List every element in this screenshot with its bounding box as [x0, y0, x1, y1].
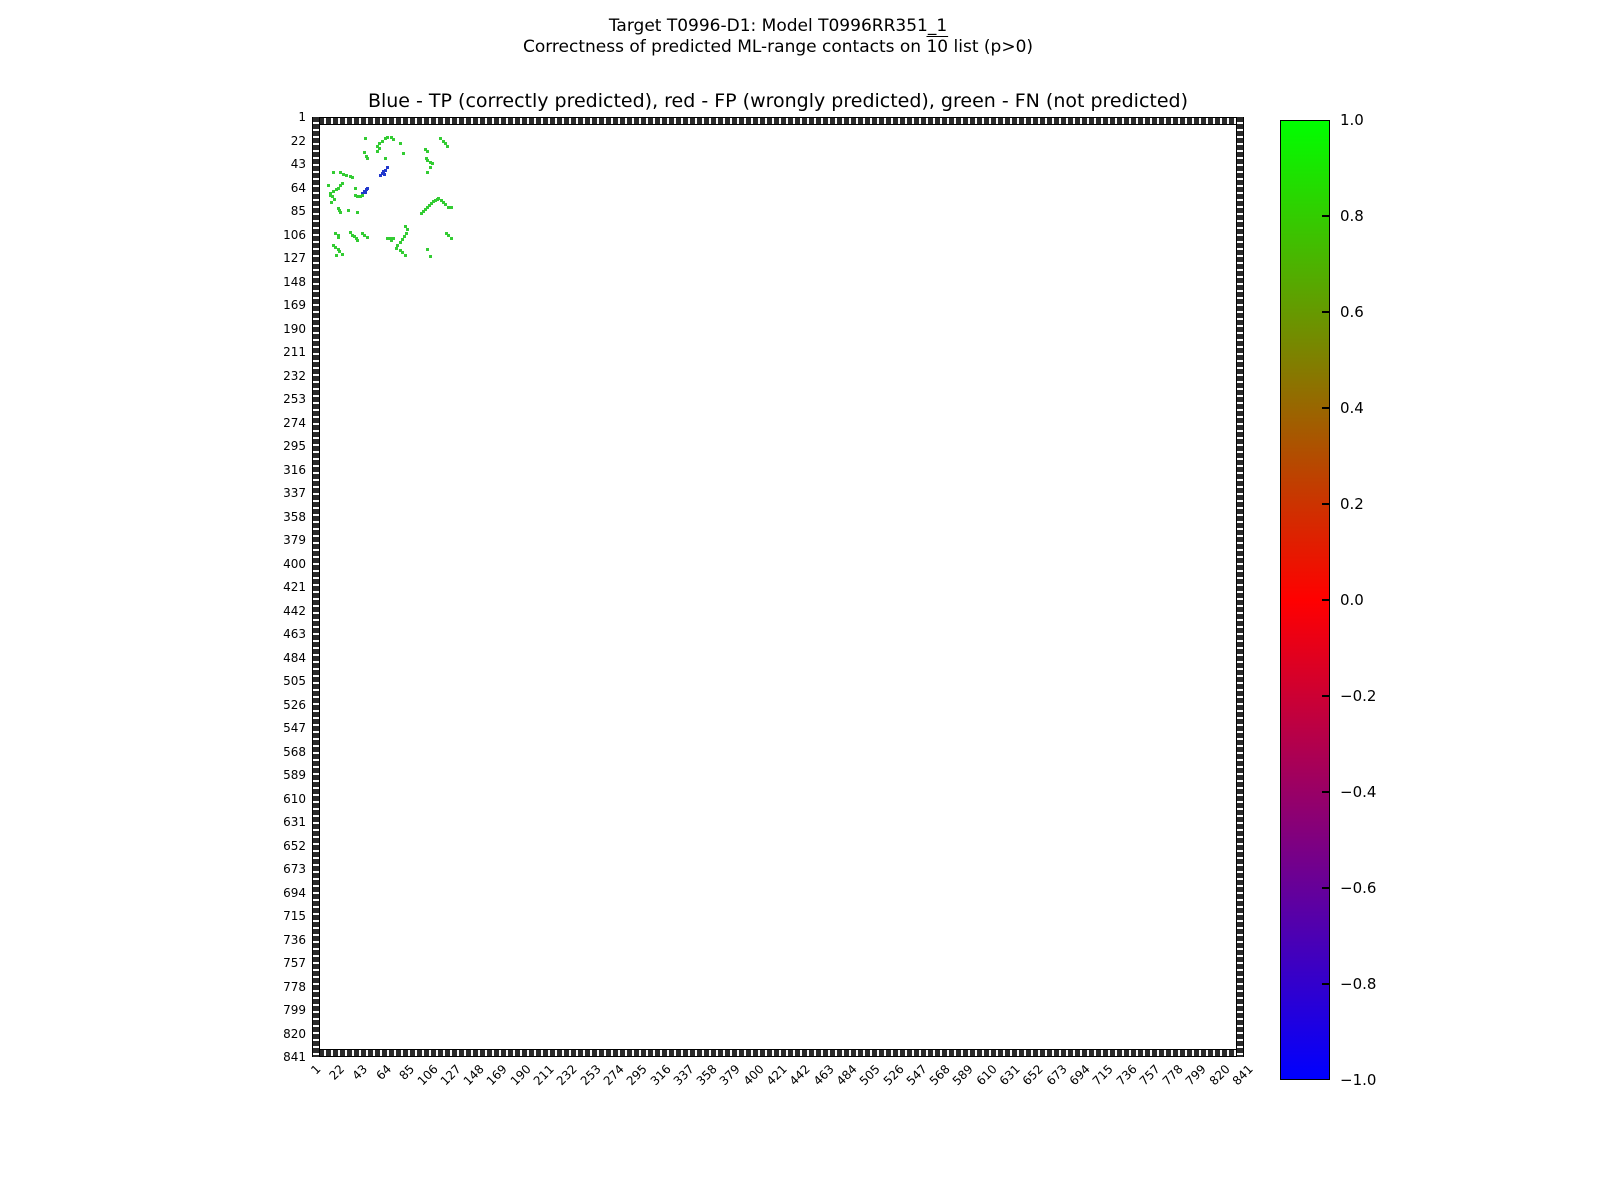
- y-axis-tick-label: 379: [283, 533, 306, 547]
- y-axis-tick-label: 463: [283, 627, 306, 641]
- fn-contact-point: [399, 142, 402, 145]
- colorbar-tick-mark: [1322, 311, 1329, 313]
- x-axis-tick-label-text: 43: [349, 1062, 371, 1083]
- x-axis-tick-label-text: 526: [880, 1062, 907, 1089]
- fn-contact-point: [364, 137, 367, 140]
- figure-title-line2: [0, 37, 1556, 58]
- figure-title-line1: Target T0996-D1: Model T0996RR351_1: [608, 16, 948, 36]
- y-axis-tick-label: 505: [283, 674, 306, 688]
- colorbar-tick-label: 0.6: [1340, 303, 1364, 321]
- fn-contact-point: [333, 198, 336, 201]
- x-axis-tick-label-text: 442: [787, 1062, 814, 1089]
- x-axis-tick-label-text: 841: [1229, 1062, 1256, 1089]
- y-axis-tick-label: 316: [283, 462, 306, 477]
- figure-title: [0, 16, 1556, 58]
- x-axis-tick-label-text: 190: [507, 1062, 534, 1089]
- y-axis-tick-label: 85: [290, 204, 306, 218]
- x-axis-tick-label-text: 589: [950, 1062, 977, 1089]
- colorbar-tick-mark: [1322, 791, 1329, 793]
- y-axis-tick-label: 64: [290, 180, 306, 195]
- tp-contact-point: [383, 173, 386, 176]
- contact-map-plot: [312, 117, 1244, 1057]
- y-axis-tick-label: 190: [283, 321, 306, 336]
- x-axis-tick-label-text: 232: [554, 1062, 581, 1089]
- x-axis-tick-label-text: 169: [484, 1062, 511, 1089]
- y-axis-tick-label: 820: [283, 1026, 306, 1041]
- colorbar-tick-mark: [1322, 407, 1329, 409]
- fn-contact-point: [426, 171, 429, 174]
- figure-title-line2-overlined-number: 10: [926, 37, 949, 57]
- x-axis-tick-label-text: 568: [926, 1062, 953, 1089]
- y-axis-tick-label: 526: [283, 697, 306, 712]
- x-axis-tick-label-text: 1: [308, 1062, 324, 1078]
- fn-contact-point: [384, 157, 387, 160]
- x-axis-tick-label-text: 505: [856, 1062, 884, 1089]
- fn-contact-point: [404, 254, 407, 257]
- y-axis-tick-label: 127: [283, 251, 306, 265]
- y-axis-tick-label: 673: [283, 862, 306, 876]
- fn-contact-point: [399, 241, 402, 244]
- y-axis-tick-label: 1: [298, 110, 306, 124]
- y-axis-tick-label: 442: [283, 603, 306, 618]
- fn-contact-point: [347, 209, 350, 212]
- colorbar-tick-label: −0.8: [1340, 975, 1377, 993]
- fn-contact-point: [426, 150, 429, 153]
- fn-contact-point: [392, 237, 395, 240]
- x-axis-tick-label-text: 421: [763, 1062, 790, 1089]
- y-axis-tick-label: 589: [283, 768, 306, 782]
- y-axis-tick-label: 358: [283, 509, 306, 524]
- fn-contact-point: [335, 254, 338, 257]
- y-axis-tick-label: 148: [283, 274, 306, 289]
- scatter-points-layer: [312, 117, 1244, 1057]
- fn-contact-point: [446, 145, 449, 148]
- y-axis-tick-label: 631: [283, 815, 306, 829]
- tp-contact-point: [364, 191, 367, 194]
- x-axis-tick-label-text: 799: [1183, 1062, 1210, 1089]
- y-axis-tick-label: 211: [283, 345, 306, 359]
- plot-border-bottom: [312, 1049, 1244, 1057]
- fn-contact-point: [450, 237, 453, 240]
- y-axis-tick-label: 421: [283, 580, 306, 594]
- x-axis-tick-label-text: 736: [1113, 1062, 1140, 1089]
- y-axis-tick-label: 778: [283, 979, 306, 994]
- colorbar-tick-mark: [1322, 599, 1329, 601]
- y-axis-tick-label: 106: [283, 227, 306, 242]
- x-axis-tick-label-text: 547: [903, 1062, 930, 1089]
- plot-border-left: [312, 117, 320, 1057]
- x-axis-tick-label-text: 484: [833, 1062, 860, 1089]
- x-axis-tick-label-text: 778: [1159, 1062, 1186, 1089]
- x-axis-tick-label-text: 106: [414, 1062, 441, 1089]
- fn-contact-point: [366, 236, 369, 239]
- x-axis-tick-label-text: 463: [810, 1062, 837, 1089]
- x-axis-tick-label-text: 316: [647, 1062, 674, 1089]
- colorbar-tick-label: 0.8: [1340, 207, 1364, 225]
- x-axis-tick-label-text: 379: [717, 1062, 744, 1089]
- x-axis-tick-label-text: 211: [530, 1062, 557, 1089]
- colorbar-tick-mark: [1322, 983, 1329, 985]
- fn-contact-point: [392, 138, 395, 141]
- y-axis-tick-label: 568: [283, 744, 306, 759]
- x-axis-tick-label-text: 85: [396, 1062, 418, 1083]
- fn-contact-point: [339, 211, 342, 214]
- figure-title-line2-prefix: Correctness of predicted ML-range contacts on: [522, 37, 927, 57]
- y-axis-tick-label: 22: [290, 133, 306, 148]
- colorbar-tick-mark: [1322, 215, 1329, 217]
- x-axis-tick-label-text: 127: [437, 1062, 464, 1089]
- y-axis-tick-label: 43: [290, 157, 306, 171]
- fn-contact-point: [426, 248, 429, 251]
- fn-contact-point: [401, 238, 404, 241]
- colorbar-tick-label: −0.2: [1340, 687, 1377, 705]
- x-axis-tick-label-text: 400: [740, 1062, 767, 1089]
- colorbar-tick-mark: [1322, 887, 1329, 889]
- x-axis-tick-label-text: 610: [973, 1062, 1000, 1089]
- fn-contact-point: [356, 239, 359, 242]
- tp-contact-point: [366, 187, 369, 190]
- plot-legend-subtitle: Blue - TP (correctly predicted), red - FP (wrongly predicted), green - FN (not predicted): [367, 90, 1189, 112]
- x-axis-tick-label-text: 253: [577, 1062, 604, 1089]
- colorbar-tick-label: −0.4: [1340, 783, 1377, 801]
- y-axis-tick-label: 757: [283, 956, 306, 970]
- y-axis-tick-label: 799: [283, 1003, 306, 1017]
- colorbar-tick-label: 0.2: [1340, 495, 1364, 513]
- fn-contact-point: [404, 225, 407, 228]
- x-axis-tick-label-text: 652: [1020, 1062, 1047, 1089]
- fn-contact-point: [337, 236, 340, 239]
- fn-contact-point: [429, 255, 432, 258]
- y-axis-tick-label: 337: [283, 486, 306, 500]
- x-axis-tick-label-text: 820: [1206, 1062, 1233, 1089]
- fn-contact-point: [431, 162, 434, 165]
- y-axis-tick-label: 274: [283, 415, 306, 430]
- fn-contact-point: [341, 253, 344, 256]
- y-axis-tick-label: 484: [283, 650, 306, 665]
- fn-contact-point: [356, 211, 359, 214]
- colorbar-tick-label: −1.0: [1340, 1071, 1377, 1089]
- y-axis-tick-label: 547: [283, 721, 306, 735]
- y-axis-tick-label: 169: [283, 298, 306, 312]
- y-axis-tick-label: 736: [283, 932, 306, 947]
- y-axis-tick-label: 694: [283, 885, 306, 900]
- y-axis-tick-label: 610: [283, 791, 306, 806]
- x-axis-tick-label-text: 337: [670, 1062, 697, 1089]
- fn-contact-point: [406, 228, 409, 231]
- fn-contact-point: [429, 166, 432, 169]
- x-axis-tick-label-text: 715: [1089, 1062, 1117, 1089]
- y-axis-tick-label: 232: [283, 368, 306, 383]
- fn-contact-point: [330, 201, 333, 204]
- x-axis-tick-label-text: 757: [1136, 1062, 1163, 1089]
- x-axis-tick-label-text: 631: [996, 1062, 1023, 1089]
- x-axis-tick-label-text: 295: [623, 1062, 651, 1089]
- colorbar-tick-label: 1.0: [1340, 111, 1364, 129]
- fn-contact-point: [366, 157, 369, 160]
- fn-contact-point: [351, 176, 354, 179]
- fn-contact-point: [402, 152, 405, 155]
- colorbar-tick-mark: [1322, 695, 1329, 697]
- y-axis-tick-label: 253: [283, 392, 306, 406]
- y-axis-tick-label: 652: [283, 838, 306, 853]
- fn-contact-point: [354, 187, 357, 190]
- fn-contact-point: [361, 194, 364, 197]
- x-axis-tick-label-text: 673: [1043, 1062, 1070, 1089]
- x-axis-tick-label-text: 274: [600, 1062, 627, 1089]
- y-axis-tick-label: 841: [283, 1050, 306, 1064]
- fn-contact-point: [363, 151, 366, 154]
- y-axis-tick-label: 295: [283, 439, 306, 453]
- fn-contact-point: [327, 184, 330, 187]
- colorbar-tick-label: 0.0: [1340, 591, 1364, 609]
- plot-border-right: [1236, 117, 1244, 1057]
- colorbar-tick-label: −0.6: [1340, 879, 1377, 897]
- fn-contact-point: [335, 188, 338, 191]
- fn-contact-point: [332, 171, 335, 174]
- fn-contact-point: [332, 190, 335, 193]
- figure-title-line2-suffix: list (p>0): [948, 37, 1034, 57]
- y-axis-tick-label: 400: [283, 556, 306, 571]
- fn-contact-point: [450, 206, 453, 209]
- x-axis-tick-label-text: 64: [373, 1062, 394, 1083]
- plot-border-top: [312, 117, 1244, 125]
- x-axis-tick-label-text: 148: [460, 1062, 487, 1089]
- x-axis-tick-label-text: 694: [1066, 1062, 1093, 1089]
- fn-contact-point: [405, 232, 408, 235]
- fn-contact-point: [376, 150, 379, 153]
- colorbar-tick-mark: [1322, 503, 1329, 505]
- colorbar-tick-label: 0.4: [1340, 399, 1364, 417]
- x-axis-tick-label-text: 22: [326, 1062, 348, 1083]
- x-axis-tick-label-text: 358: [693, 1062, 720, 1089]
- tp-contact-point: [386, 166, 389, 169]
- y-axis-tick-label: 715: [283, 909, 306, 923]
